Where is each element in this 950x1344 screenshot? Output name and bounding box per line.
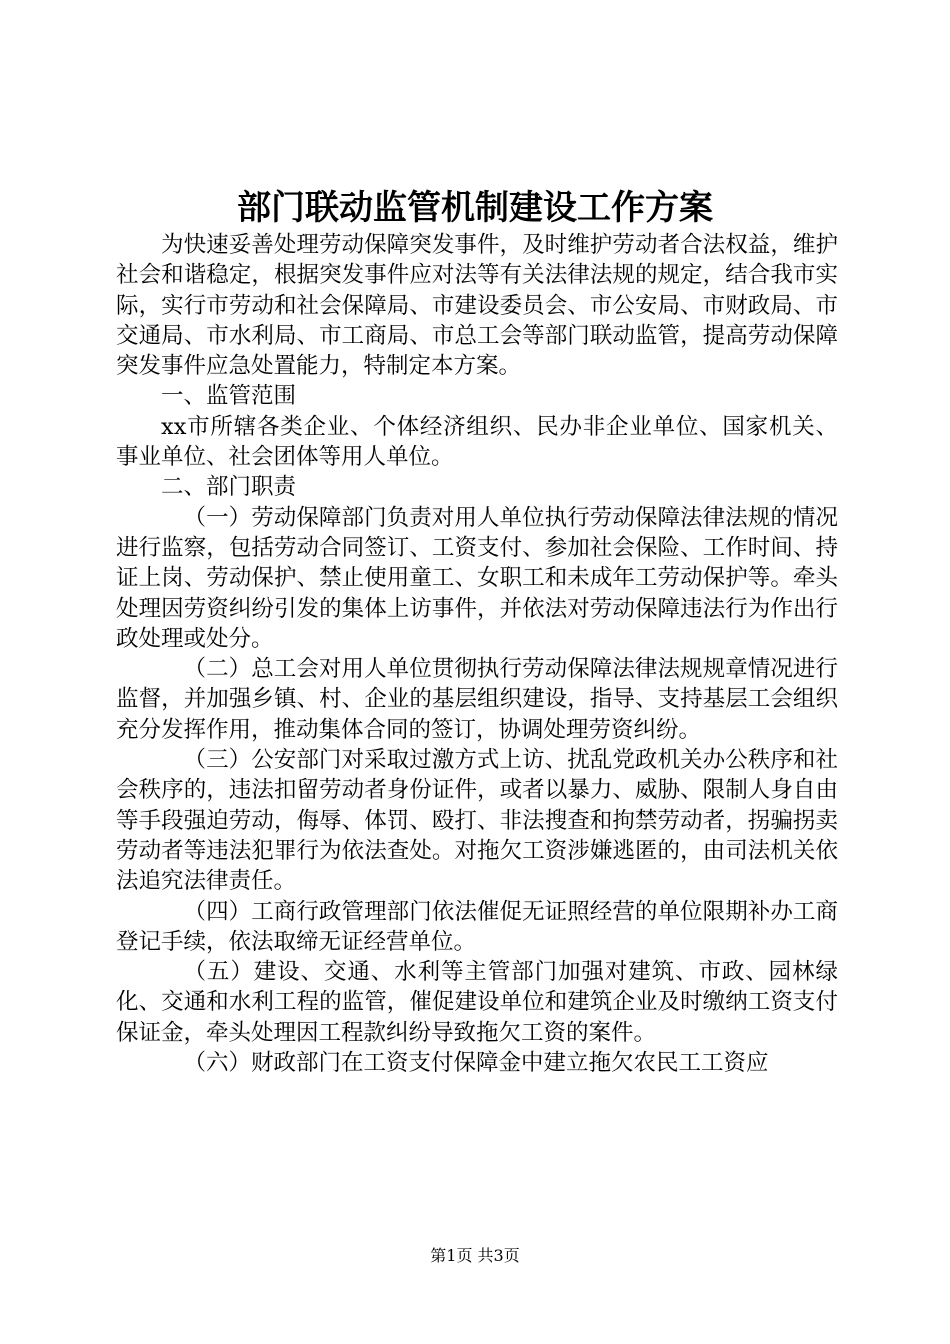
heading-scope: 一、监管范围 [161, 383, 297, 410]
paragraph-duty-4: （四）工商行政管理部门依法催促无证照经营的单位限期补办工商登记手续，依法取缔无证经营单位。 [116, 898, 838, 955]
paragraph-duty-2: （二）总工会对用人单位贯彻执行劳动保障法律法规规章情况进行监督，并加强乡镇、村、企业的基层组织建设，指导、支持基层工会组织充分发挥作用，推动集体合同的签订，协调处理劳资纠纷。 [116, 656, 838, 743]
paragraph-scope: xx市所辖各类企业、个体经济组织、民办非企业单位、国家机关、事业单位、社会团体等用人单位。 [116, 413, 838, 471]
heading-duties: 二、部门职责 [161, 474, 297, 501]
paragraph-duty-3: （三）公安部门对采取过激方式上访、扰乱党政机关办公秩序和社会秩序的，违法扣留劳动者身份证件，或者以暴力、威胁、限制人身自由等手段强迫劳动，侮辱、体罚、殴打、非法搜查和拘禁劳动者，拐骗拐卖劳动者等违法犯罪行为依法查处。对拖欠工资涉嫌逃匿的，由司法机关依法追究法律责任。 [116, 747, 838, 895]
document-body [116, 230, 838, 1078]
page-footer: 第1页 共3页 [430, 1246, 520, 1265]
paragraph-duty-5: （五）建设、交通、水利等主管部门加强对建筑、市政、园林绿化、交通和水利工程的监管，催促建设单位和建筑企业及时缴纳工资支付保证金，牵头处理因工程款纠纷导致拖欠工资的案件。 [116, 959, 838, 1046]
document-title: 部门联动监管机制建设工作方案 [237, 188, 713, 228]
paragraph-intro: 为快速妥善处理劳动保障突发事件，及时维护劳动者合法权益，维护社会和谐稳定，根据突发事件应对法等有关法律法规的规定，结合我市实际，实行市劳动和社会保障局、市建设委员会、市公安局、市财政局、市交通局、市水利局、市工商局、市总工会等部门联动监管，提高劳动保障突发事件应急处置能力，特制定本方案。 [116, 232, 838, 380]
paragraph-duty-1: （一）劳动保障部门负责对用人单位执行劳动保障法律法规的情况进行监察，包括劳动合同签订、工资支付、参加社会保险、工作时间、持证上岗、劳动保护、禁止使用童工、女职工和未成年工劳动保护等。牵头处理因劳资纠纷引发的集体上访事件，并依法对劳动保障违法行为作出行政处理或处分。 [116, 504, 838, 652]
paragraph-duty-6: （六）财政部门在工资支付保障金中建立拖欠农民工工资应 [183, 1050, 769, 1077]
